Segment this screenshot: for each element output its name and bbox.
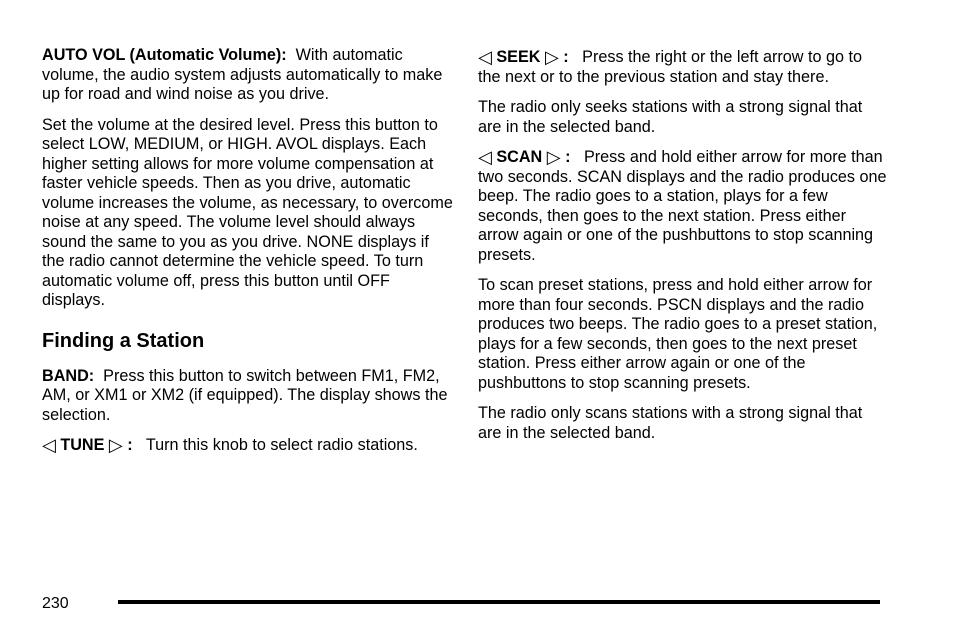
seek-colon: : [563,48,569,66]
right-arrow-icon: ▷ [546,147,561,168]
scan-colon: : [565,148,571,166]
right-arrow-icon: ▷ [544,47,559,68]
band-term: BAND: [42,366,95,385]
seek-note-paragraph: The radio only seeks stations with a strong signal that are in the selected band. [478,98,863,136]
left-arrow-icon: ◁ [478,47,492,68]
tune-term: TUNE [60,436,105,454]
auto-vol-text: With automatic volume, the audio system adjusts automatically to make up for road and wind noise as you drive. [42,46,443,103]
seek-text: Press the right or the left arrow to go to the next or to the previous station and stay there. [478,48,862,86]
tune-text: Turn this knob to select radio stations. [145,436,418,454]
right-arrow-icon: ▷ [108,435,123,456]
left-column [42,46,454,467]
auto-vol-term: AUTO VOL (Automatic Volume): [42,46,287,64]
preset-scan-paragraph: To scan preset stations, press and hold either arrow for more than four seconds. PSCN displays and the radio produces two beeps. The radio goes to a preset station, plays for a few seconds, then goes to the next preset station. Press either arrow again or one of the pushbuttons to stop scanning presets. [478,276,878,392]
footer-rule [118,600,880,604]
volume-paragraph: Set the volume at the desired level. Press this button to select LOW, MEDIUM, or HIGH. AVOL displays. Each higher setting allows for more volume compensation at faster vehicle speeds. Then as you drive, automatic volume increases the volume, as necessary, to overcome noise at any speed. The volume level should always sound the same to you as you drive. NONE displays if the radio cannot determine the vehicle speed. To turn automatic volume off, press this button until OFF displays. [42,115,453,309]
right-column [478,48,888,454]
scan-term: SCAN [496,148,543,166]
scan-note-paragraph: The radio only scans stations with a strong signal that are in the selected band. [478,404,863,442]
page-number: 230 [42,595,69,612]
tune-paragraph [42,436,454,456]
section-heading: Finding a Station [42,329,205,352]
scan-text: Press and hold either arrow for more than two seconds. SCAN displays and the radio produces one beep. The radio goes to a station, plays for a few seconds, then goes to the next station. Press either arrow again or one of the pushbuttons to stop scanning presets. [478,148,887,264]
scan-paragraph [478,148,888,265]
auto-vol-paragraph [42,46,454,105]
band-text: Press this button to switch between FM1, FM2, AM, or XM1 or XM2 (if equipped). The display shows the selection. [42,366,448,424]
tune-colon: : [127,436,133,454]
band-paragraph [42,367,454,426]
seek-paragraph [478,48,888,87]
seek-term: SEEK [496,48,541,66]
left-arrow-icon: ◁ [42,435,56,456]
left-arrow-icon: ◁ [478,147,492,168]
